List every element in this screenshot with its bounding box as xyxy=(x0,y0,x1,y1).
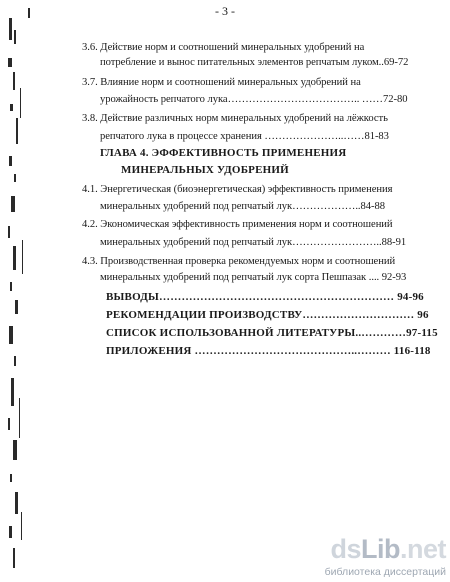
toc-line: 3.7. Влияние норм и соотношений минеральных удобрений на xyxy=(82,77,361,88)
section-heading: РЕКОМЕНДАЦИИ ПРОИЗВОДСТВУ………………………… 96 xyxy=(106,309,429,321)
toc-line: 3.6. Действие норм и соотношений минеральных удобрений на xyxy=(82,42,365,53)
chapter-heading: МИНЕРАЛЬНЫХ УДОБРЕНИЙ xyxy=(121,164,289,176)
dslib-watermark xyxy=(318,534,446,578)
toc-line: минеральных удобрений под репчатый лук сорта Пешпазак .... 92-93 xyxy=(100,272,407,283)
toc-line: потребление и вынос питательных элементов репчатым луком..69-72 xyxy=(100,57,409,68)
toc-line: минеральных удобрений под репчатый лук……………………..88-91 xyxy=(100,237,407,248)
toc-line: 3.8. Действие различных норм минеральных удобрений на лёжкость xyxy=(82,113,388,124)
section-heading: ПРИЛОЖЕНИЯ ……………………………………..……… 116-118 xyxy=(106,345,431,357)
watermark-logo: dsLib.net xyxy=(330,534,446,564)
toc-line: репчатого лука в процессе хранения …………………..……81-83 xyxy=(100,131,389,142)
toc-line: 4.2. Экономическая эффективность применения норм и соотношений xyxy=(82,219,393,230)
toc-line: урожайность репчатого лука……………………………….. ……72-80 xyxy=(100,94,408,105)
section-heading: СПИСОК ИСПОЛЬЗОВАННОЙ ЛИТЕРАТУРЫ..…………97-115 xyxy=(106,327,438,339)
chapter-heading: ГЛАВА 4. ЭФФЕКТИВНОСТЬ ПРИМЕНЕНИЯ xyxy=(100,147,347,159)
watermark-subtitle: библиотека диссертаций xyxy=(324,566,446,578)
page-number: - 3 - xyxy=(215,4,235,18)
scan-edge-artifact xyxy=(0,0,46,582)
section-heading: ВЫВОДЫ……………………………………………………… 94-96 xyxy=(106,291,424,303)
toc-line: минеральных удобрений под репчатый лук………………..84-88 xyxy=(100,201,385,212)
toc-line: 4.3. Производственная проверка рекомендуемых норм и соотношений xyxy=(82,256,396,267)
toc-line: 4.1. Энергетическая (биоэнергетическая) эффективность применения xyxy=(82,184,393,195)
